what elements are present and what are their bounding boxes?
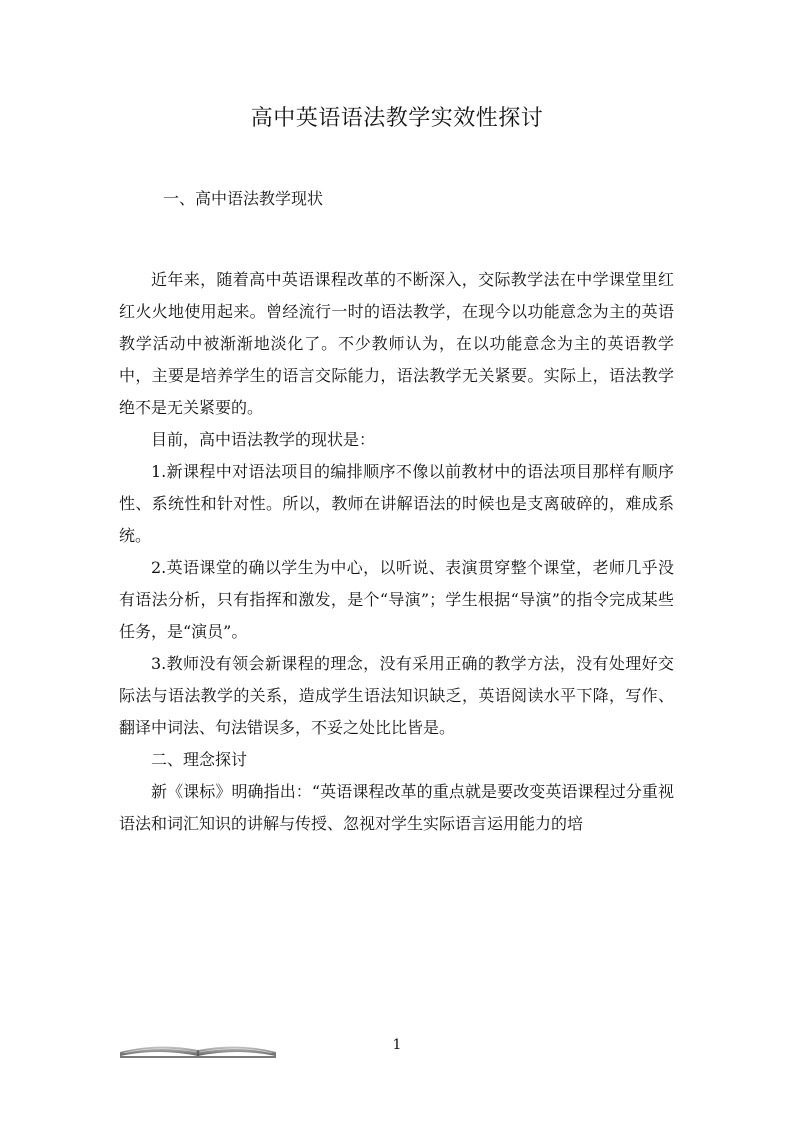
- section-heading-2: 二、理念探讨: [151, 750, 248, 769]
- paragraph: 目前，高中语法教学的现状是：: [151, 430, 376, 449]
- paragraph: 新《课标》明确指出：“英语课程改革的重点就是要改变英语课程过分重视语法和词汇知识的讲解与传授、忽视对学生实际语言运用能力的培: [119, 782, 674, 833]
- paragraph: 3.教师没有领会新课程的理念，没有采用正确的教学方法，没有处理好交际法与语法教学的关系，造成学生语法知识缺乏，英语阅读水平下降，写作、翻译中词法、句法错误多，不妥之处比比皆是。: [119, 654, 674, 737]
- paragraph: 2.英语课堂的确以学生为中心，以听说、表演贯穿整个课堂，老师几乎没有语法分析，只有指挥和激发，是个“导演”；学生根据“导演”的指令完成某些任务，是“演员”。: [119, 558, 674, 641]
- body-text: [119, 264, 674, 840]
- paragraph: 1.新课程中对语法项目的编排顺序不像以前教材中的语法项目那样有顺序性、系统性和针对性。所以，教师在讲解语法的时候也是支离破碎的，难成系统。: [119, 462, 674, 545]
- page-number: 1: [392, 1037, 402, 1053]
- paragraph: 近年来，随着高中英语课程改革的不断深入，交际教学法在中学课堂里红红火火地使用起来。曾经流行一时的语法教学，在现今以功能意念为主的英语教学活动中被渐渐地淡化了。不少教师认为，在以功能意念为主的英语教学中，主要是培养学生的语言交际能力，语法教学无关紧要。实际上，语法教学绝不是无关紧要的。: [119, 270, 674, 417]
- document-title: 高中英语语法教学实效性探讨: [250, 106, 544, 131]
- section-heading-1: 一、高中语法教学现状: [163, 189, 324, 208]
